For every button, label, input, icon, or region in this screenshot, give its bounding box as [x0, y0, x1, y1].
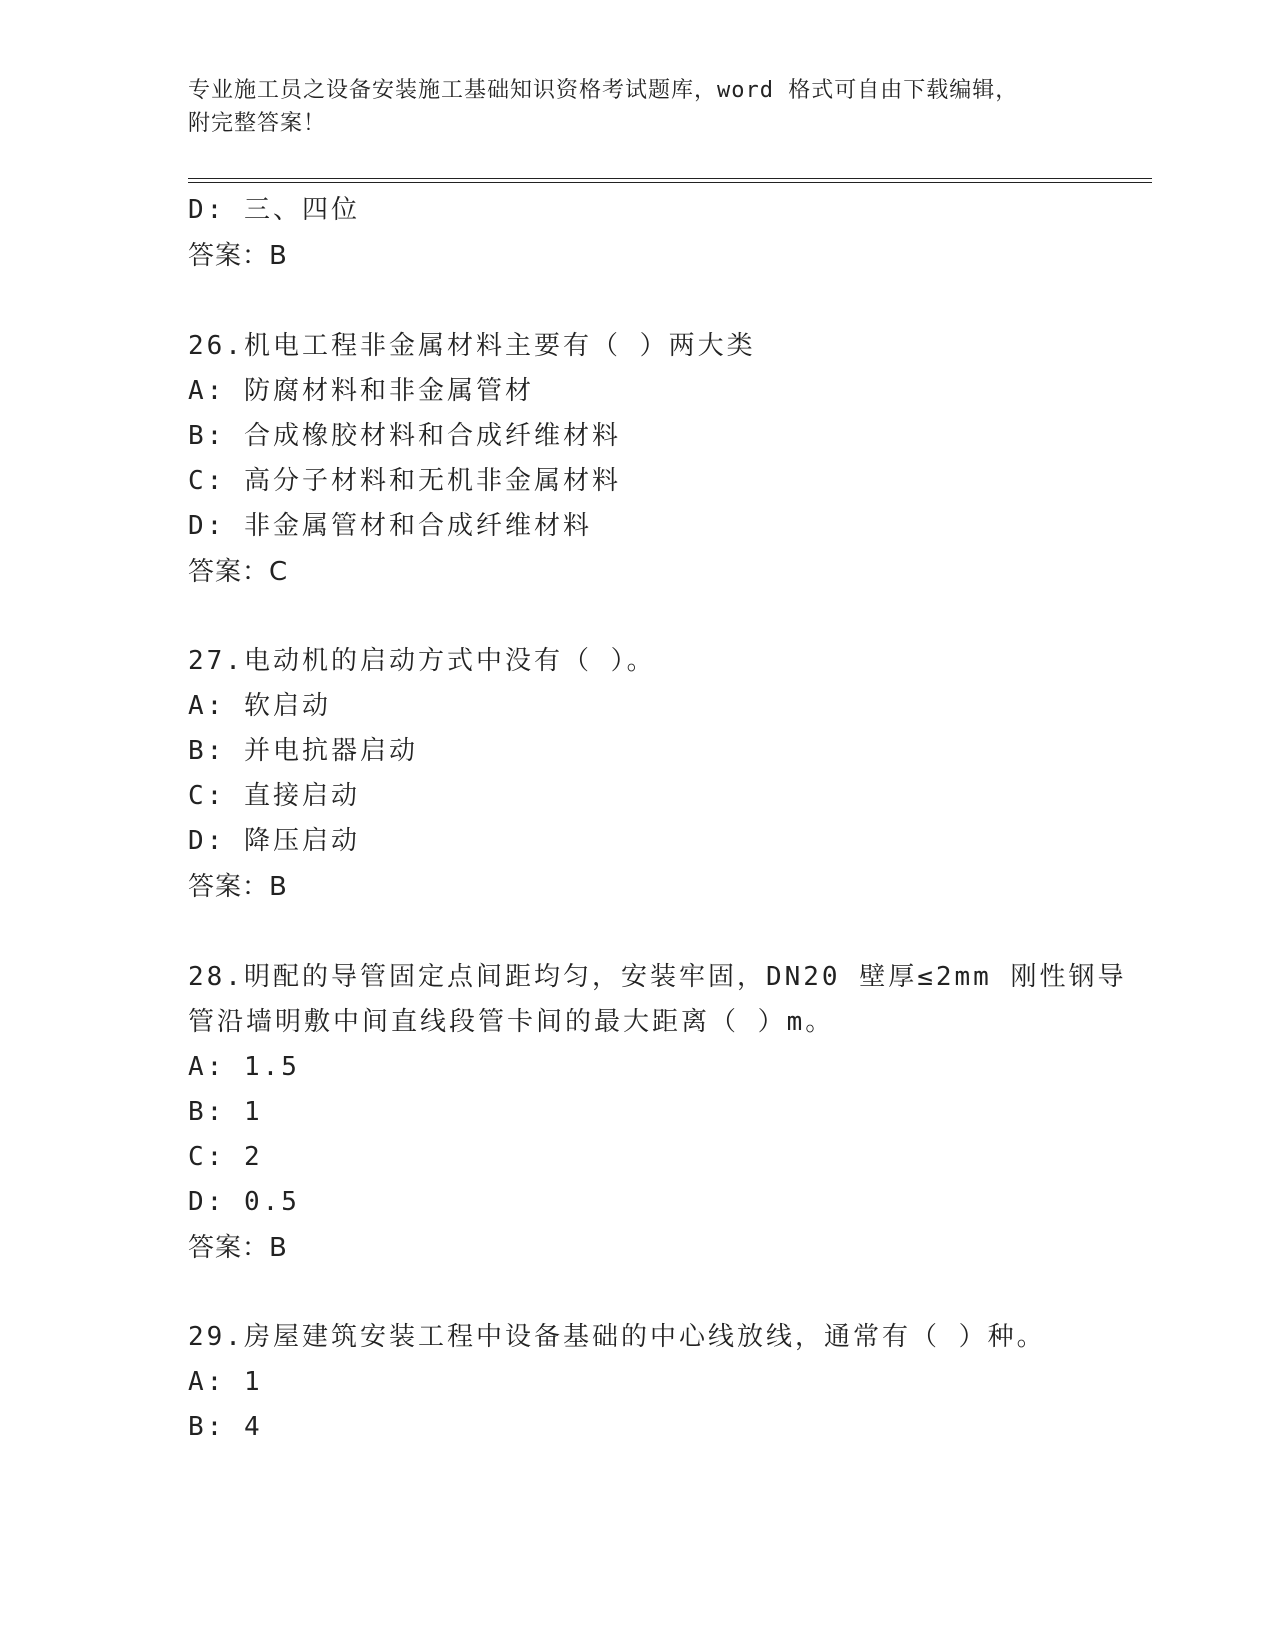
q26-option-d: D: 非金属管材和合成纤维材料: [188, 511, 592, 541]
q27-stem: 27.电动机的启动方式中没有（ ）。: [188, 646, 656, 676]
q28-stem-line-1: 28.明配的导管固定点间距均匀，安装牢固，DN20 壁厚≤2mm 刚性钢导: [188, 962, 1127, 992]
q29-option-a: A: 1: [188, 1367, 263, 1397]
q27-option-d: D: 降压启动: [188, 826, 360, 856]
q26-stem: 26.机电工程非金属材料主要有（ ）两大类: [188, 331, 756, 361]
header-divider-bottom: [188, 182, 1152, 183]
document-header: [188, 74, 1088, 140]
q27-option-c: C: 直接启动: [188, 781, 360, 811]
header-divider-top: [188, 178, 1152, 179]
q25-option-d: D: 三、四位: [188, 195, 360, 225]
q28-option-c: C: 2: [188, 1142, 263, 1172]
q28-stem-line-2: 管沿墙明敷中间直线段管卡间的最大距离（ ）m。: [188, 1007, 835, 1037]
q26-option-a: A: 防腐材料和非金属管材: [188, 376, 534, 406]
q29-option-b: B: 4: [188, 1412, 263, 1442]
q26-option-b: B: 合成橡胶材料和合成纤维材料: [188, 421, 621, 451]
q27-option-b: B: 并电抗器启动: [188, 736, 418, 766]
q26-answer: 答案：C: [188, 557, 289, 587]
q28-answer: 答案：B: [188, 1233, 288, 1263]
q26-option-c: C: 高分子材料和无机非金属材料: [188, 466, 621, 496]
header-line-1: 专业施工员之设备安装施工基础知识资格考试题库，word 格式可自由下载编辑，: [188, 78, 1019, 103]
q28-option-d: D: 0.5: [188, 1187, 300, 1217]
q28-option-a: A: 1.5: [188, 1052, 300, 1082]
header-line-2: 附完整答案！: [188, 111, 327, 136]
q28-option-b: B: 1: [188, 1097, 263, 1127]
q27-answer: 答案：B: [188, 872, 288, 902]
q27-option-a: A: 软启动: [188, 691, 331, 721]
q29-stem: 29.房屋建筑安装工程中设备基础的中心线放线，通常有（ ）种。: [188, 1322, 1046, 1352]
q25-answer: 答案：B: [188, 241, 288, 271]
